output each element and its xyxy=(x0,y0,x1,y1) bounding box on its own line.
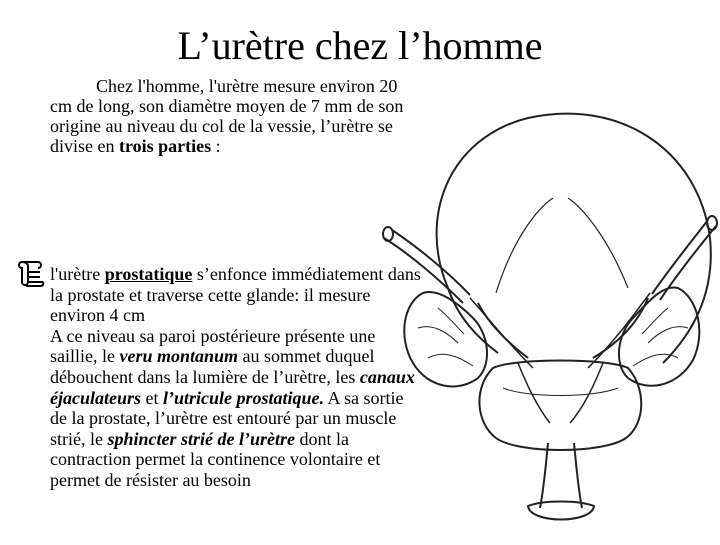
anatomy-drawing xyxy=(378,88,720,540)
page-title: L’urètre chez l’homme xyxy=(177,23,543,68)
section-p2c: et xyxy=(141,387,164,408)
sphincter-strie: sphincter strié de l’urètre xyxy=(107,428,295,449)
intro-paragraph xyxy=(50,76,420,156)
scroll-bullet-icon xyxy=(16,258,46,288)
prostatic-urethra-section xyxy=(50,264,422,491)
intro-bold: trois parties xyxy=(119,136,212,156)
section-line1: s’enfonce immédiatement dans la prostate et traverse cette glande: il mesure environ 4 cm xyxy=(50,264,421,326)
section-p2d: A sa sortie de la prostate, l’urètre est entouré par un muscle strié, le xyxy=(50,387,404,449)
section-p2a: A ce niveau sa paroi postérieure présente une saillie, le xyxy=(50,325,376,367)
section-prefix: l'urètre xyxy=(50,264,105,284)
canaux-ejaculateurs: canaux éjaculateurs xyxy=(50,366,415,408)
intro-text: Chez l'homme, l'urètre mesure environ 20 cm de long, son diamètre moyen de 7 mm de son origine au niveau du col de la vessie, l’urètre se divise en xyxy=(50,76,404,156)
section-p2e: dont la contraction permet la continence volontaire et permet de résister au besoin xyxy=(50,428,381,490)
section-p2b: au sommet duquel débouchent dans la lumière de l’urètre, les xyxy=(50,346,375,387)
utricule-prostatique: l’utricule prostatique. xyxy=(163,387,325,408)
prostatic-term: prostatique xyxy=(104,264,193,284)
veru-montanum: veru montanum xyxy=(119,346,239,367)
bladder-prostate-illustration xyxy=(378,88,720,540)
intro-tail: : xyxy=(211,136,221,156)
